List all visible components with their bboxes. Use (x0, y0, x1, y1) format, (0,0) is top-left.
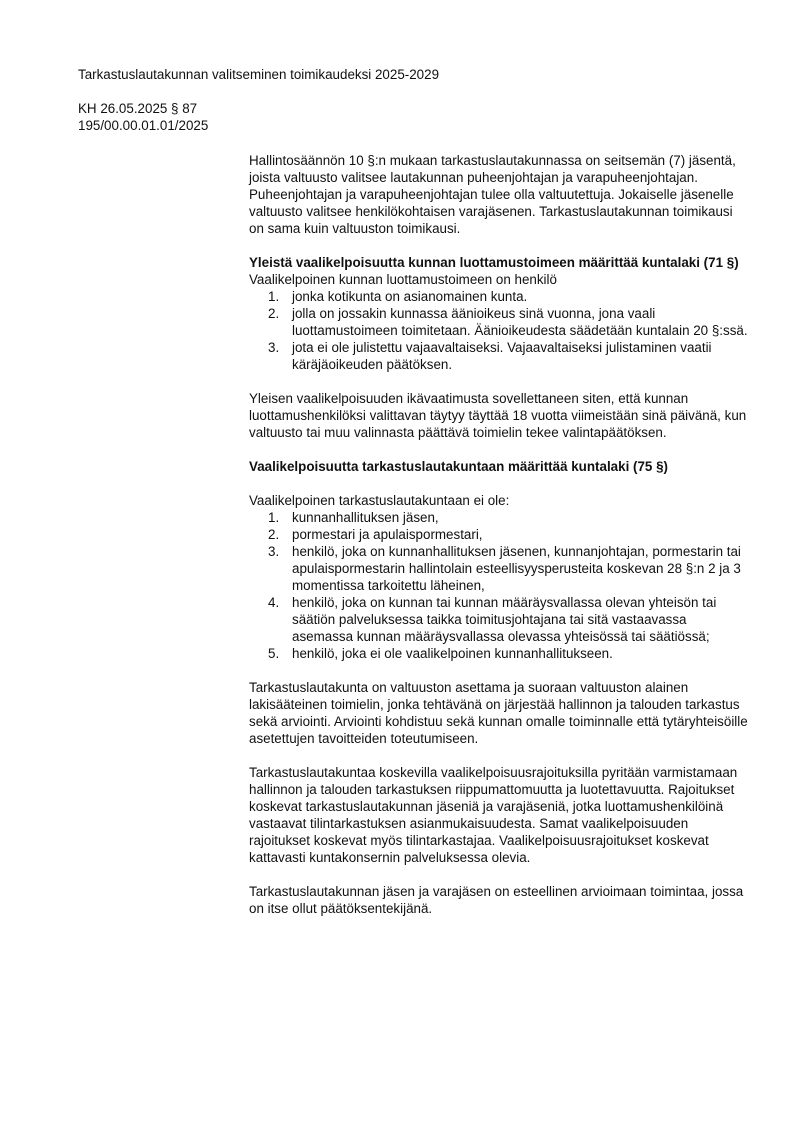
document-header (78, 66, 718, 134)
list-text: jolla on jossakin kunnassa äänioikeus sinä vuonna, jona vaali luottamustoimeen toimitetaan. Äänioikeudesta säädetään kuntalain 20 §:ssä. (292, 306, 748, 338)
document-body (249, 152, 749, 917)
document-title: Tarkastuslautakunnan valitseminen toimikaudeksi 2025-2029 (78, 67, 440, 82)
list-number: 4. (268, 595, 280, 610)
list-number: 1. (268, 510, 280, 525)
list-number: 5. (268, 646, 280, 661)
list-item (249, 339, 749, 373)
board-eligibility-lead: Vaalikelpoinen tarkastuslautakuntaan ei ole: (249, 493, 510, 508)
disqualification-paragraph: Tarkastuslautakunnan jäsen ja varajäsen on esteellinen arvioimaan toimintaa, jossa on itse ollut päätöksentekijänä. (249, 884, 744, 916)
board-eligibility-section (249, 458, 749, 662)
list-text: henkilö, joka on kunnanhallituksen jäsenen, kunnanjohtajan, pormestarin tai apulaispormestarin hallintolain esteellisyysperusteita koskevan 28 §:n 2 ja 3 momentissa tarkoitettu läheinen, (292, 544, 741, 593)
board-eligibility-heading: Vaalikelpoisuutta tarkastuslautakuntaan määrittää kuntalaki (75 §) (249, 459, 668, 474)
list-number: 2. (268, 527, 280, 542)
general-eligibility-heading: Yleistä vaalikelpoisuutta kunnan luottamustoimeen määrittää kuntalaki (71 §) (249, 255, 739, 270)
list-text: henkilö, joka on kunnan tai kunnan määräysvallassa olevan yhteisön tai säätiön palveluksessa taikka toimitusjohtajana tai sitä vastaavassa asemassa kunnan määräysvallassa olevassa yhteisössä tai säätiössä; (292, 595, 717, 644)
list-item (249, 288, 749, 305)
list-text: jonka kotikunta on asianomainen kunta. (292, 289, 528, 304)
list-text: pormestari ja apulaispormestari, (292, 527, 483, 542)
list-item (249, 509, 749, 526)
list-number: 2. (268, 306, 280, 321)
list-text: henkilö, joka ei ole vaalikelpoinen kunnanhallitukseen. (292, 646, 613, 661)
list-item (249, 543, 749, 594)
list-number: 3. (268, 544, 280, 559)
age-requirement-paragraph: Yleisen vaalikelpoisuuden ikävaatimusta sovellettaneen siten, että kunnan luottamushenkilöksi valittavan täytyy täyttää 18 vuotta viimeistään sinä päivänä, kun valtuusto tai muu valinnasta päättävä toimielin tekee valintapäätöksen. (249, 391, 747, 440)
list-item (249, 594, 749, 645)
record-number: 195/00.00.01.01/2025 (78, 118, 209, 133)
restrictions-paragraph: Tarkastuslautakuntaa koskevilla vaalikelpoisuusrajoituksilla pyritään varmistamaan hallinnon ja talouden tarkastuksen riippumattomuutta ja luotettavuutta. Rajoitukset koskevat tarkastuslautakunnan jäseniä ja varajäseniä, jotka luottamushenkilöinä vastaavat tilintarkastuksen asianmukaisuudesta. Samat vaalikelpoisuuden rajoitukset koskevat myös tilintarkastajaa. Vaalikelpoisuusrajoitukset koskevat kattavasti kuntakonsernin palveluksessa olevia. (249, 765, 738, 865)
general-eligibility-list (249, 288, 749, 373)
list-number: 3. (268, 340, 280, 355)
list-text: jota ei ole julistettu vajaavaltaiseksi. Vajaavaltaiseksi julistaminen vaatii käräjäoikeuden päätöksen. (292, 340, 712, 372)
meeting-reference: KH 26.05.2025 § 87 (78, 101, 198, 116)
list-item (249, 305, 749, 339)
intro-paragraph: Hallintosäännön 10 §:n mukaan tarkastuslautakunnassa on seitsemän (7) jäsentä, joista valtuusto valitsee lautakunnan puheenjohtajan ja varapuheenjohtajan. Puheenjohtajan ja varapuheenjohtajan tulee olla valtuutettuja. Jokaiselle jäsenelle valtuusto valitsee henkilökohtaisen varajäsenen. Tarkastuslautakunnan toimikausi on sama kuin valtuuston toimikausi. (249, 153, 736, 236)
list-text: kunnanhallituksen jäsen, (292, 510, 439, 525)
list-item (249, 526, 749, 543)
general-eligibility-lead: Vaalikelpoinen kunnan luottamustoimeen on henkilö (249, 272, 557, 287)
board-eligibility-list (249, 509, 749, 662)
list-item (249, 645, 749, 662)
general-eligibility-section (249, 254, 749, 373)
board-description-paragraph: Tarkastuslautakunta on valtuuston asettama ja suoraan valtuuston alainen lakisääteinen toimielin, jonka tehtävänä on järjestää hallinnon ja talouden tarkastus sekä arviointi. Arviointi kohdistuu sekä kunnan omalle toiminnalle että tytäryhteisöille asetettujen tavoitteiden toteutumiseen. (249, 680, 748, 746)
list-number: 1. (268, 289, 280, 304)
